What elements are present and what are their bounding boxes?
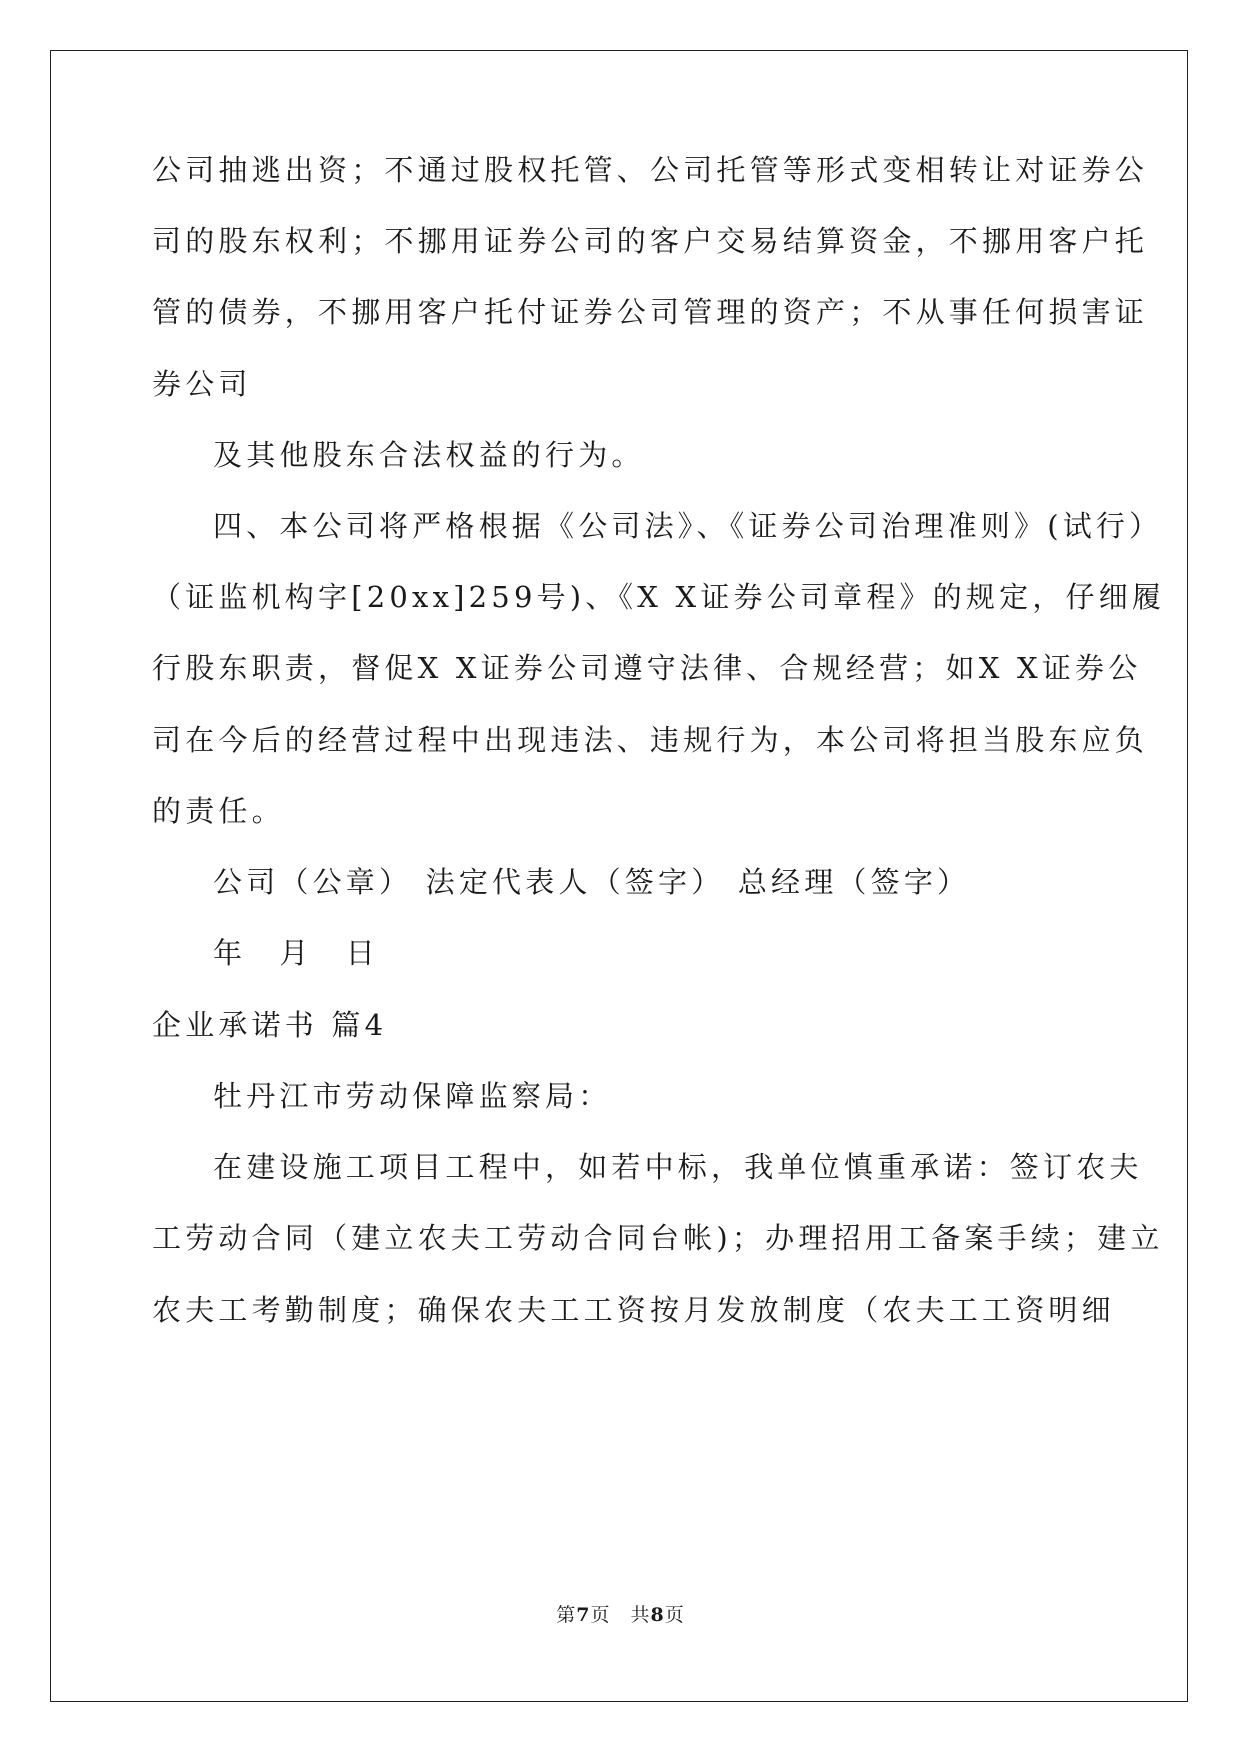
text-line: 行股东职责，督促X X证券公司遵守法律、合规经营；如X X证券公 <box>152 651 1142 685</box>
current-page-number: 7 <box>576 1604 591 1626</box>
addressee: 牡丹江市劳动保障监察局： <box>213 1079 612 1113</box>
footer-mid: 页 共 <box>590 1604 651 1626</box>
text-line: 公司抽逃出资；不通过股权托管、公司托管等形式变相转让对证券公 <box>152 153 1149 187</box>
section-heading: 企业承诺书 篇4 <box>152 1008 388 1042</box>
signature-line: 公司（公章） 法定代表人（签字） 总经理（签字） <box>213 865 971 899</box>
text-line: 农夫工考勤制度；确保农夫工工资按月发放制度（农夫工工资明细 <box>152 1293 1115 1327</box>
text-line: 四、本公司将严格根据《公司法》、《证券公司治理准则》(试行） <box>213 509 1163 543</box>
page-footer <box>0 1600 1241 1627</box>
footer-suffix: 页 <box>664 1604 685 1626</box>
text-line: 管的债券，不挪用客户托付证券公司管理的资产；不从事任何损害证 <box>152 295 1149 329</box>
footer-prefix: 第 <box>556 1604 577 1626</box>
text-line: 在建设施工项目工程中，如若中标，我单位慎重承诺：签订农夫 <box>213 1150 1143 1184</box>
text-line: 的责任。 <box>152 794 285 828</box>
text-line: 司在今后的经营过程中出现违法、违规行为，本公司将担当股东应负 <box>152 723 1149 757</box>
text-line: 工劳动合同（建立农夫工劳动合同台帐)；办理招用工备案手续；建立 <box>152 1221 1164 1255</box>
text-line: 券公司 <box>152 367 252 401</box>
text-line: 及其他股东合法权益的行为。 <box>213 438 645 472</box>
text-line: （证监机构字[20xx]259号)、《X X证券公司章程》的规定，仔细履 <box>152 580 1166 614</box>
date-line: 年 月 日 <box>213 936 380 970</box>
text-line: 司的股东权利；不挪用证券公司的客户交易结算资金，不挪用客户托 <box>152 224 1149 258</box>
total-page-number: 8 <box>650 1604 665 1626</box>
